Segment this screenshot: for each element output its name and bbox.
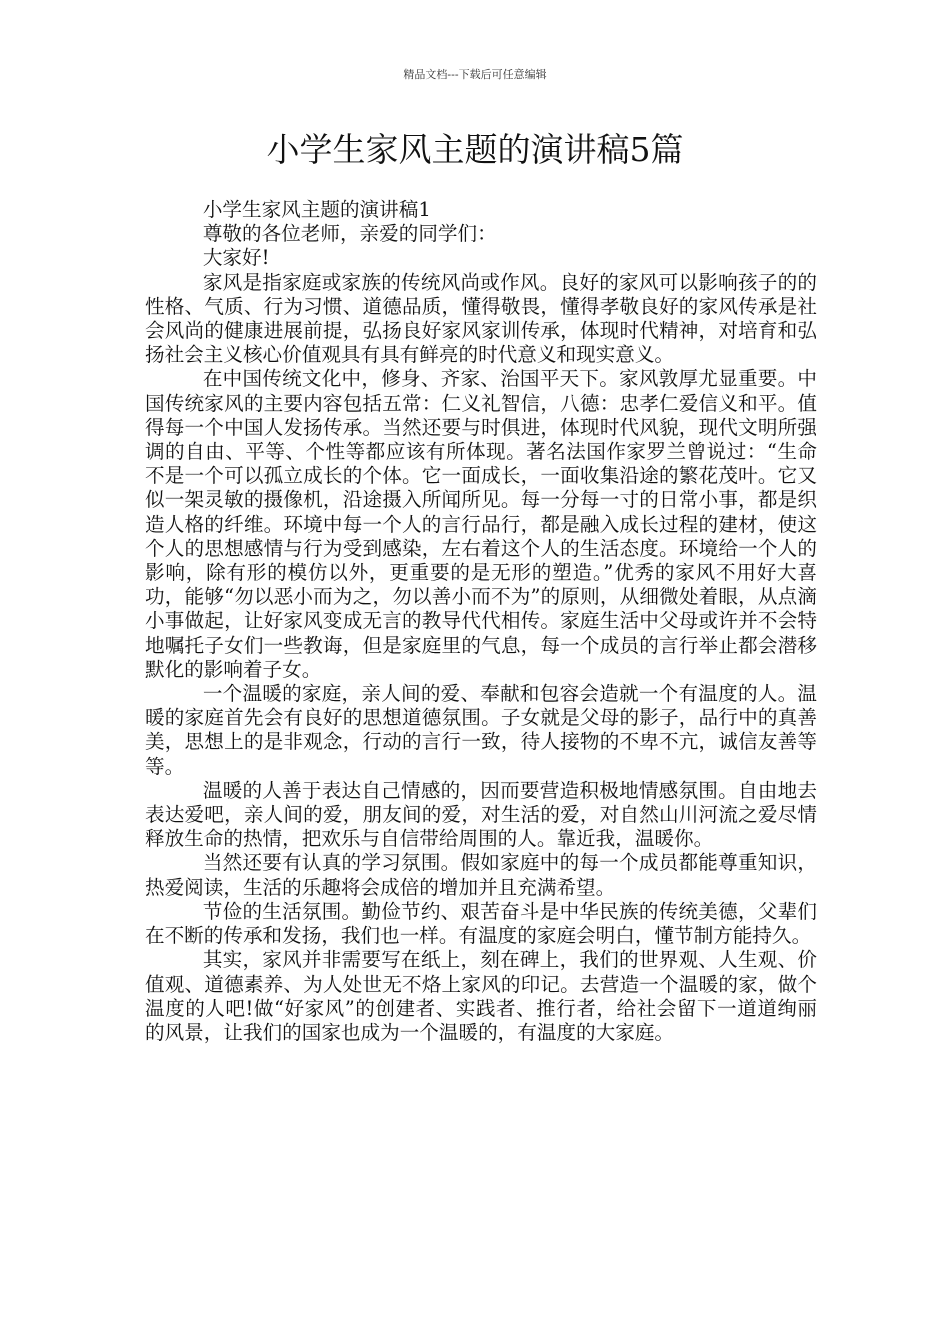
paragraph-4: 温暖的人善于表达自己情感的，因而要营造积极地情感氛围。自由地去表达爱吧，亲人间的爱，朋友间的爱，对生活的爱，对自然山川河流之爱尽情释放生命的热情，把欢乐与自信带给周围的人。靠近我，温暖你。 [145,778,817,851]
paragraph-3: 一个温暖的家庭，亲人间的爱、奉献和包容会造就一个有温度的人。温暖的家庭首先会有良好的思想道德氛围。子女就是父母的影子，品行中的真善美，思想上的是非观念，行动的言行一致，待人接物的不卑不亢，诚信友善等等。 [145,682,817,778]
paragraph-1: 家风是指家庭或家族的传统风尚或作风。良好的家风可以影响孩子的的性格、气质、行为习惯、道德品质，懂得敬畏，懂得孝敬良好的家风传承是社会风尚的健康进展前提，弘扬良好家风家训传承，体现时代精神，对培育和弘扬社会主义核心价值观具有具有鲜亮的时代意义和现实意义。 [145,270,817,367]
paragraph-6: 节俭的生活氛围。勤俭节约、艰苦奋斗是中华民族的传统美德，父辈们在不断的传承和发扬，我们也一样。有温度的家庭会明白，懂节制方能持久。 [145,899,817,948]
speech-subtitle: 小学生家风主题的演讲稿1 [202,198,431,221]
paragraph-5: 当然还要有认真的学习氛围。假如家庭中的每一个成员都能尊重知识，热爱阅读，生活的乐趣将会成倍的增加并且充满希望。 [145,851,817,899]
document-body [145,198,817,1045]
header-note: 精品文档---下载后可任意编辑 [403,68,547,81]
greeting-line: 尊敬的各位老师，亲爱的同学们： [202,222,497,246]
document-title: 小学生家风主题的演讲稿5篇 [266,130,684,169]
hello-line: 大家好! [202,246,270,270]
paragraph-7: 其实，家风并非需要写在纸上，刻在碑上，我们的世界观、人生观、价值观、道德素养、为人处世无不烙上家风的印记。去营造一个温暖的家，做个温度的人吧!做“好家风”的创建者、实践者、推行者，给社会留下一道道绚丽的风景，让我们的国家也成为一个温暖的，有温度的大家庭。 [145,948,817,1044]
paragraph-2: 在中国传统文化中，修身、齐家、治国平天下。家风敦厚尤显重要。中国传统家风的主要内容包括五常：仁义礼智信，八德：忠孝仁爱信义和平。值得每一个中国人发扬传承。当然还要与时俱进，体现时代风貌，现代文明所强调的自由、平等、个性等都应该有所体现。著名法国作家罗兰曾说过：“生命不是一个可以孤立成长的个体。它一面成长，一面收集沿途的繁花茂叶。它又似一架灵敏的摄像机，沿途摄入所闻所见。每一分每一寸的日常小事，都是织造人格的纤维。环境中每一个人的言行品行，都是融入成长过程的建材，使这个人的思想感情与行为受到感染，左右着这个人的生活态度。环境给一个人的影响，除有形的模仿以外，更重要的是无形的塑造。”优秀的家风不用好大喜功，能够“勿以恶小而为之，勿以善小而不为”的原则，从细微处着眼，从点滴小事做起，让好家风变成无言的教导代代相传。家庭生活中父母或许并不会特地嘱托子女们一些教诲，但是家庭里的气息，每一个成员的言行举止都会潜移默化的影响着子女。 [145,367,817,681]
